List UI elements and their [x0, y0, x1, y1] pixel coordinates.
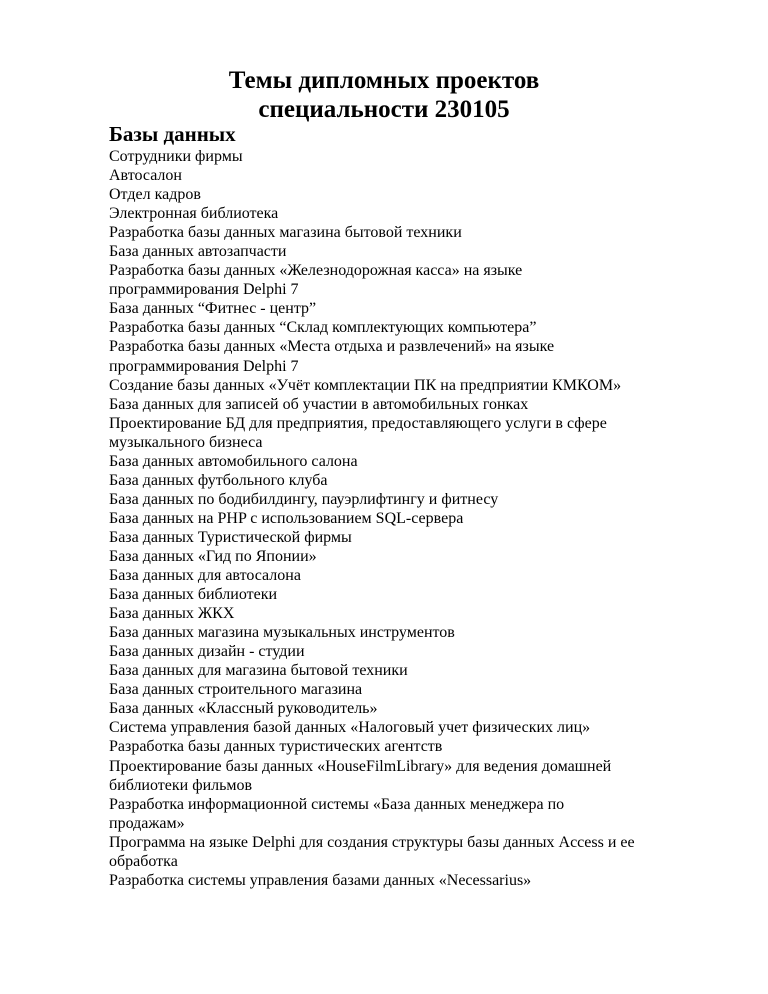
- topic-line: обработка: [109, 852, 178, 870]
- topic-line: Создание базы данных «Учёт комплектации ПК на предприятии КМКОМ»: [109, 376, 622, 394]
- topic-line: Разработка базы данных туристических агентств: [109, 738, 443, 756]
- topic-line: База данных «Классный руководитель»: [109, 700, 378, 718]
- topic-line: База данных для записей об участии в автомобильных гонках: [109, 395, 529, 413]
- document-title-line-2: специальности 230105: [258, 96, 510, 123]
- topic-line: продажам»: [109, 814, 185, 832]
- section-heading: Базы данных: [109, 122, 236, 146]
- topic-line: Разработка базы данных “Склад комплектующих компьютера”: [109, 319, 537, 337]
- topic-line: Проектирование базы данных «HouseFilmLibrary» для ведения домашней: [109, 757, 612, 775]
- topic-line: База данных ЖКХ: [109, 605, 235, 623]
- topic-line: База данных “Фитнес - центр”: [109, 300, 317, 318]
- topic-line: Разработка системы управления базами данных «Necessarius»: [109, 871, 532, 889]
- topic-line: Автосалон: [109, 167, 182, 185]
- topic-line: База данных «Гид по Японии»: [109, 547, 317, 565]
- topic-line: База данных по бодибилдингу, пауэрлифтингу и фитнесу: [109, 490, 499, 508]
- topic-line: Отдел кадров: [109, 186, 201, 204]
- topic-line: База данных автомобильного салона: [109, 452, 358, 470]
- topic-line: База данных для магазина бытовой техники: [109, 662, 408, 680]
- topic-line: База данных дизайн - студии: [109, 643, 305, 661]
- topic-line: библиотеки фильмов: [109, 776, 253, 794]
- topic-line: База данных магазина музыкальных инструментов: [109, 624, 455, 642]
- topic-line: База данных Туристической фирмы: [109, 528, 352, 546]
- topic-line: музыкального бизнеса: [109, 433, 263, 451]
- topic-line: База данных библиотеки: [109, 586, 278, 604]
- topic-line: Программа на языке Delphi для создания структуры базы данных Access и ее: [109, 833, 635, 851]
- topic-line: Разработка базы данных «Железнодорожная касса» на языке: [109, 262, 523, 280]
- topic-list: [109, 147, 729, 890]
- topic-line: программирования Delphi 7: [109, 357, 299, 375]
- topic-line: Система управления базой данных «Налоговый учет физических лиц»: [109, 719, 591, 737]
- topic-line: программирования Delphi 7: [109, 281, 299, 299]
- topic-line: База данных для автосалона: [109, 567, 301, 585]
- topic-line: База данных автозапчасти: [109, 243, 287, 261]
- topic-line: Электронная библиотека: [109, 205, 279, 223]
- topic-line: Проектирование БД для предприятия, предоставляющего услуги в сфере: [109, 414, 607, 432]
- document-title-line-1: Темы дипломных проектов: [228, 67, 540, 94]
- topic-line: Разработка информационной системы «База данных менеджера по: [109, 795, 565, 813]
- topic-line: База данных на PHP с использованием SQL-сервера: [109, 509, 464, 527]
- topic-line: База данных футбольного клуба: [109, 471, 328, 489]
- topic-line: База данных строительного магазина: [109, 681, 363, 699]
- topic-line: Разработка базы данных «Места отдыха и развлечений» на языке: [109, 338, 555, 356]
- topic-line: Сотрудники фирмы: [109, 148, 243, 165]
- topic-line: Разработка базы данных магазина бытовой техники: [109, 224, 462, 242]
